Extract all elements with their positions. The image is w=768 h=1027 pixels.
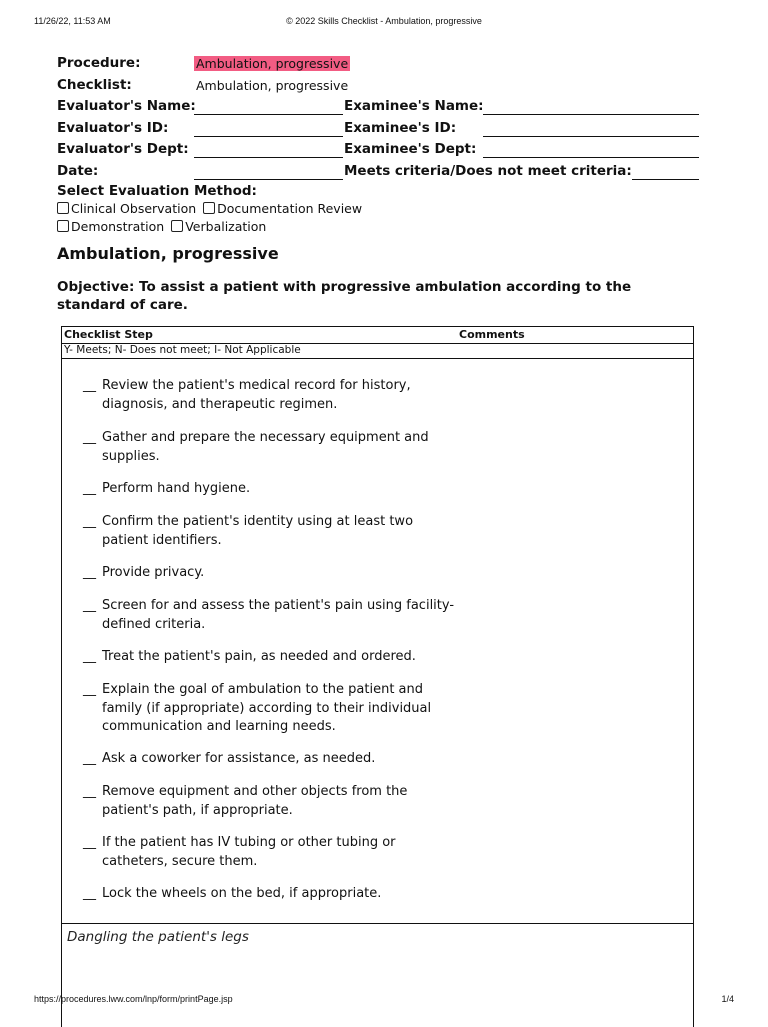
evaluation-method-title: Select Evaluation Method:	[57, 183, 257, 199]
step-blank[interactable]: __	[83, 682, 96, 697]
step-blank[interactable]: __	[83, 378, 96, 393]
checklist-step	[83, 750, 463, 769]
dept-row	[57, 138, 702, 160]
step-blank[interactable]: __	[83, 784, 96, 799]
examinee-id-label: Examinee's ID:	[344, 119, 457, 136]
examinee-name-label: Examinee's Name:	[344, 98, 484, 114]
step-blank[interactable]: __	[83, 430, 96, 445]
objective-text: Objective: To assist a patient with progressive ambulation according to the standard of care.	[57, 279, 632, 313]
examinee-id-field[interactable]	[483, 136, 699, 137]
name-row	[57, 95, 702, 117]
demonstration-checkbox[interactable]	[57, 220, 69, 232]
evaluator-dept-field[interactable]	[194, 157, 343, 158]
step-blank[interactable]: __	[83, 751, 96, 766]
col-checklist-step: Checklist Step	[64, 328, 153, 341]
step-text: Review the patient's medical record for history, diagnosis, and therapeutic regimen.	[102, 378, 411, 412]
documentation-review-checkbox[interactable]	[203, 202, 215, 214]
print-datetime: 11/26/22, 11:53 AM	[34, 16, 111, 26]
evaluator-name-label: Evaluator's Name:	[57, 98, 196, 114]
checklist-step	[83, 564, 463, 583]
evaluation-method-row-1	[57, 201, 365, 216]
examinee-name-field[interactable]	[483, 114, 699, 115]
step-text: Confirm the patient's identity using at least two patient identifiers.	[102, 514, 414, 548]
checklist-step	[83, 681, 463, 737]
subsection-heading: Dangling the patient's legs	[67, 929, 249, 945]
checklist-step	[83, 597, 463, 634]
examinee-dept-field[interactable]	[483, 157, 699, 158]
verbalization-checkbox[interactable]	[171, 220, 183, 232]
checklist-step	[83, 513, 463, 550]
checklist-step	[83, 480, 463, 499]
checklist-step	[83, 783, 463, 820]
procedure-row	[57, 52, 702, 74]
examinee-dept-label: Examinee's Dept:	[344, 141, 477, 157]
procedure-value: Ambulation, progressive	[196, 56, 349, 71]
date-row	[57, 160, 702, 182]
procedure-label: Procedure:	[57, 55, 141, 71]
checklist-step	[83, 648, 463, 667]
evaluator-name-field[interactable]	[194, 114, 343, 115]
step-text: Screen for and assess the patient's pain using facility-defined criteria.	[102, 598, 455, 632]
step-blank[interactable]: __	[83, 514, 96, 529]
step-blank[interactable]: __	[83, 835, 96, 850]
key-text: Y- Meets; N- Does not meet; I- Not Applicable	[64, 344, 301, 356]
checklist-step	[83, 377, 463, 414]
table-key	[62, 343, 693, 359]
evaluator-id-field[interactable]	[194, 136, 343, 137]
checklist-label: Checklist:	[57, 76, 132, 93]
date-label: Date:	[57, 162, 99, 179]
evaluation-method-row-2	[57, 219, 269, 234]
table-header	[62, 327, 693, 344]
checklist-table	[61, 326, 694, 1027]
meets-criteria-field[interactable]	[632, 179, 699, 180]
evaluator-id-label: Evaluator's ID:	[57, 119, 169, 136]
id-row	[57, 117, 702, 139]
step-text: Ask a coworker for assistance, as needed.	[102, 751, 376, 766]
demonstration-label: Demonstration	[71, 219, 165, 234]
section-title: Ambulation, progressive	[57, 244, 279, 263]
step-blank[interactable]: __	[83, 481, 96, 496]
step-text: Explain the goal of ambulation to the patient and family (if appropriate) according to their individual communication and learning needs.	[102, 682, 432, 734]
steps-block	[62, 359, 693, 924]
step-text: Treat the patient's pain, as needed and ordered.	[102, 649, 416, 664]
page-number: 1/4	[721, 994, 734, 1004]
checklist-step	[83, 885, 463, 904]
step-blank[interactable]: __	[83, 598, 96, 613]
date-field[interactable]	[194, 179, 343, 180]
step-text: Provide privacy.	[102, 565, 205, 580]
meets-criteria-label: Meets criteria/Does not meet criteria:	[344, 162, 632, 179]
step-text: Perform hand hygiene.	[102, 481, 251, 496]
step-text: Gather and prepare the necessary equipment and supplies.	[102, 430, 429, 464]
print-title: © 2022 Skills Checklist - Ambulation, progressive	[286, 16, 482, 26]
step-text: Remove equipment and other objects from the patient's path, if appropriate.	[102, 784, 408, 818]
checklist-form	[57, 52, 702, 181]
checklist-step	[83, 834, 463, 871]
checklist-row	[57, 74, 702, 96]
step-blank[interactable]: __	[83, 886, 96, 901]
verbalization-label: Verbalization	[185, 219, 267, 234]
evaluator-dept-label: Evaluator's Dept:	[57, 141, 189, 157]
documentation-review-label: Documentation Review	[217, 201, 363, 216]
step-blank[interactable]: __	[83, 565, 96, 580]
clinical-observation-checkbox[interactable]	[57, 202, 69, 214]
step-blank[interactable]: __	[83, 649, 96, 664]
step-text: If the patient has IV tubing or other tubing or catheters, secure them.	[102, 835, 396, 869]
checklist-step	[83, 429, 463, 466]
print-url: https://procedures.lww.com/lnp/form/printPage.jsp	[34, 994, 233, 1004]
step-text: Lock the wheels on the bed, if appropriate.	[102, 886, 382, 901]
clinical-observation-label: Clinical Observation	[71, 201, 197, 216]
checklist-value: Ambulation, progressive	[196, 77, 349, 93]
col-comments: Comments	[459, 328, 525, 341]
